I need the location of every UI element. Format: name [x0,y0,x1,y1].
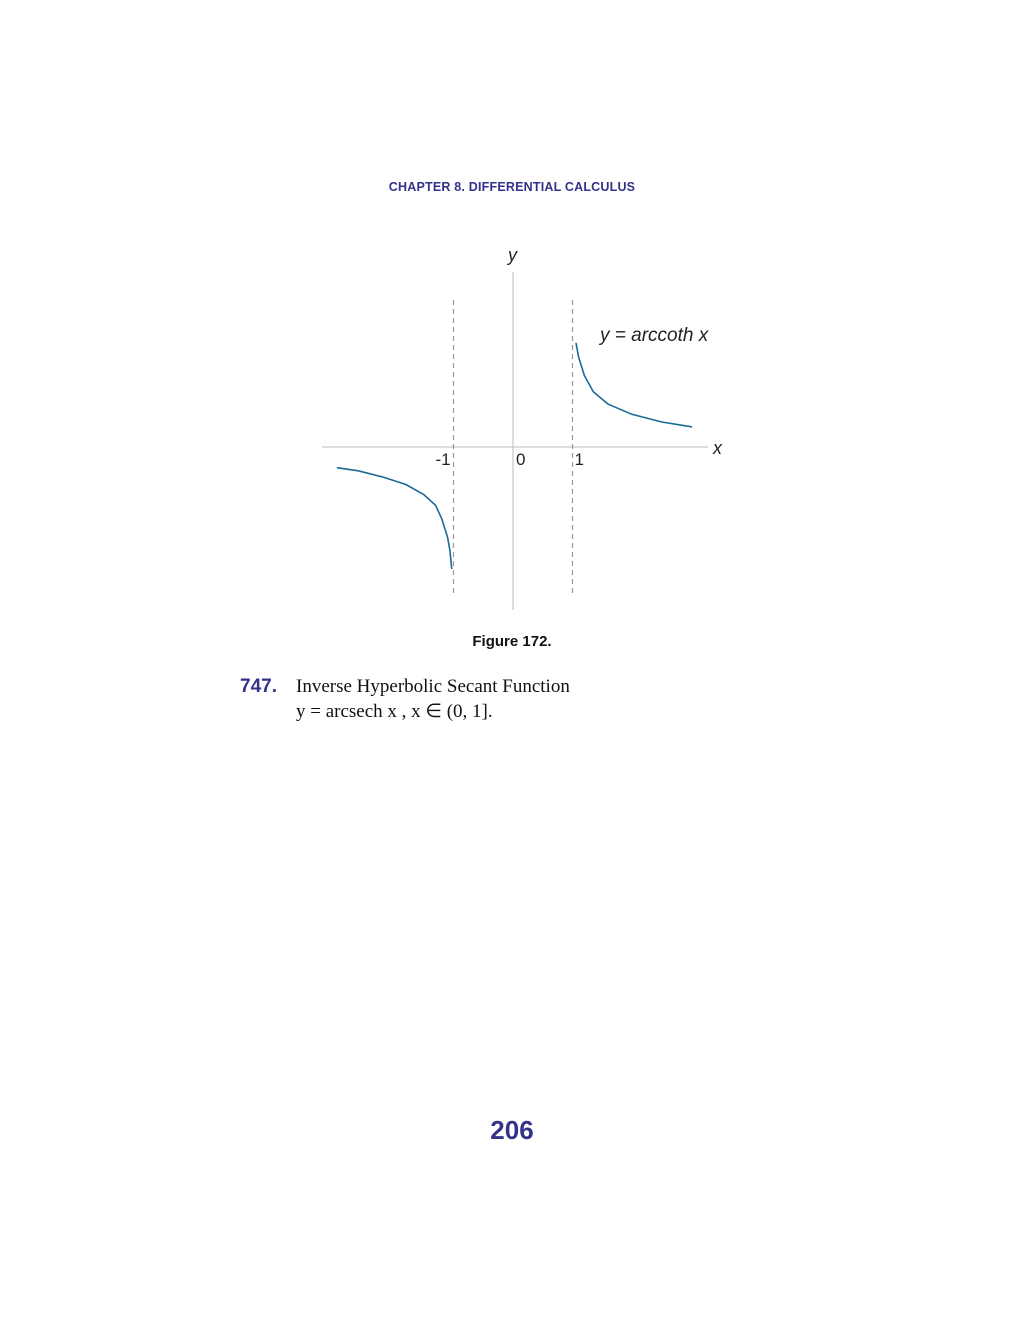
x-tick-label: 1 [574,450,584,469]
x-axis-label: x [713,438,722,458]
problem-formula: y = arcsech x , x ∈ (0, 1]. [296,701,493,722]
y-axis-label: y [508,245,517,265]
problem-number: 747. [240,676,277,697]
page-number: 206 [490,1115,534,1145]
curve-label: y = arccoth x [600,325,709,346]
x-tick-label: -1 [435,450,451,469]
running-header: CHAPTER 8. DIFFERENTIAL CALCULUS [388,180,636,194]
problem-title: Inverse Hyperbolic Secant Function [296,676,570,697]
x-tick-label: 0 [516,450,526,469]
curve-branch-2 [576,344,691,427]
curve-branch-1 [338,468,452,569]
figure-caption: Figure 172. [472,633,552,650]
